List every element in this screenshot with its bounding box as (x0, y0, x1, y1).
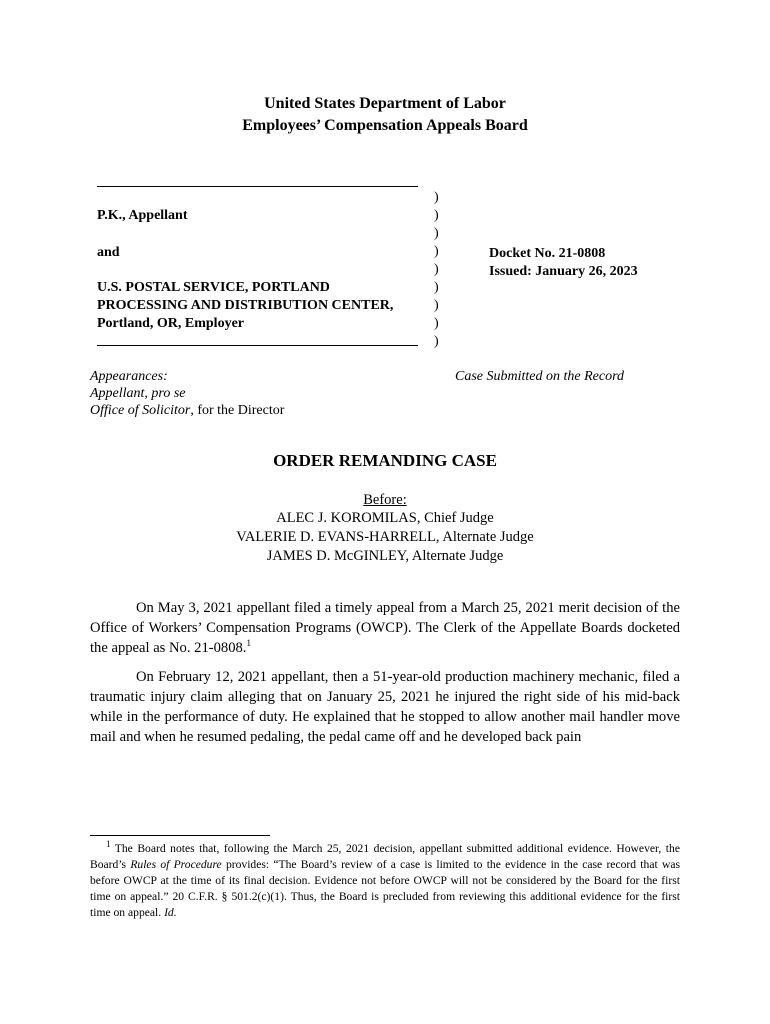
appearances-heading: Appearances: (90, 369, 168, 384)
caption-top-rule (97, 186, 418, 187)
employer-line-3: Portland, OR, Employer (97, 316, 244, 331)
order-title: ORDER REMANDING CASE (273, 451, 497, 470)
board-title: Employees’ Compensation Appeals Board (242, 117, 528, 134)
department-title: United States Department of Labor (264, 95, 506, 112)
judge-chief: ALEC J. KOROMILAS, Chief Judge (276, 510, 494, 526)
case-submitted: Case Submitted on the Record (455, 369, 625, 384)
employer-line-2: PROCESSING AND DISTRIBUTION CENTER, (97, 298, 394, 313)
appearance-appellant: Appellant, pro se (90, 386, 186, 401)
footnote-ref-1: 1 (246, 638, 251, 649)
caption-bottom-rule (97, 345, 418, 346)
solicitor-label: Office of Solicitor (90, 403, 191, 418)
paragraph-1 (90, 598, 680, 658)
caption-parentheses: ) ) ) ) ) ) ) ) ) (434, 190, 439, 349)
paragraph-1-text: On May 3, 2021 appellant filed a timely appeal from a March 25, 2021 merit decision of the Office of Workers’ Compensation Programs (OWCP). The Clerk of the Appellate Boards docketed the appeal as No. 21-0808. (90, 600, 680, 656)
footnote-text-b: provides: “The Board’s review of a case is limited to the evidence in the case record that was before OWCP at the time of its final decision. Evidence not before OWCP will not be considered by the Board for the first time on appeal.” 20 C.F.R. § 501.2(c)(1). Thus, the Board is precluded from reviewing this additional evidence for the first time on appeal. (90, 858, 680, 919)
footnote-id: Id. (164, 906, 177, 919)
solicitor-suffix: , for the Director (190, 403, 285, 418)
appearance-solicitor (90, 402, 284, 419)
paragraph-2: On February 12, 2021 appellant, then a 51-year-old production machinery mechanic, filed a traumatic injury claim alleging that on January 25, 2021 he injured the right side of his mid-back while in the performance of duty. He explained that he stopped to allow another mail handler move mail and when he resumed pedaling, the pedal came off and he developed back pain (90, 669, 680, 745)
footnote-1 (90, 841, 680, 921)
judge-alternate-2: JAMES D. McGINLEY, Alternate Judge (266, 548, 504, 564)
footnote-rule (90, 835, 270, 836)
caption-and: and (97, 245, 120, 260)
issued-date: Issued: January 26, 2023 (489, 264, 638, 279)
judge-alternate-1: VALERIE D. EVANS-HARRELL, Alternate Judge (236, 529, 534, 545)
footnote-rules-title: Rules of Procedure (130, 858, 222, 871)
appellant-name: P.K., Appellant (97, 208, 188, 223)
before-label: Before: (363, 492, 407, 508)
docket-number: Docket No. 21-0808 (489, 246, 606, 261)
employer-line-1: U.S. POSTAL SERVICE, PORTLAND (97, 280, 330, 295)
footnote-text-a: The Board notes that, following the March 25, 2021 decision, appellant submitted additional evidence. However, the Board’s (90, 842, 680, 871)
footnote-number: 1 (106, 839, 111, 850)
